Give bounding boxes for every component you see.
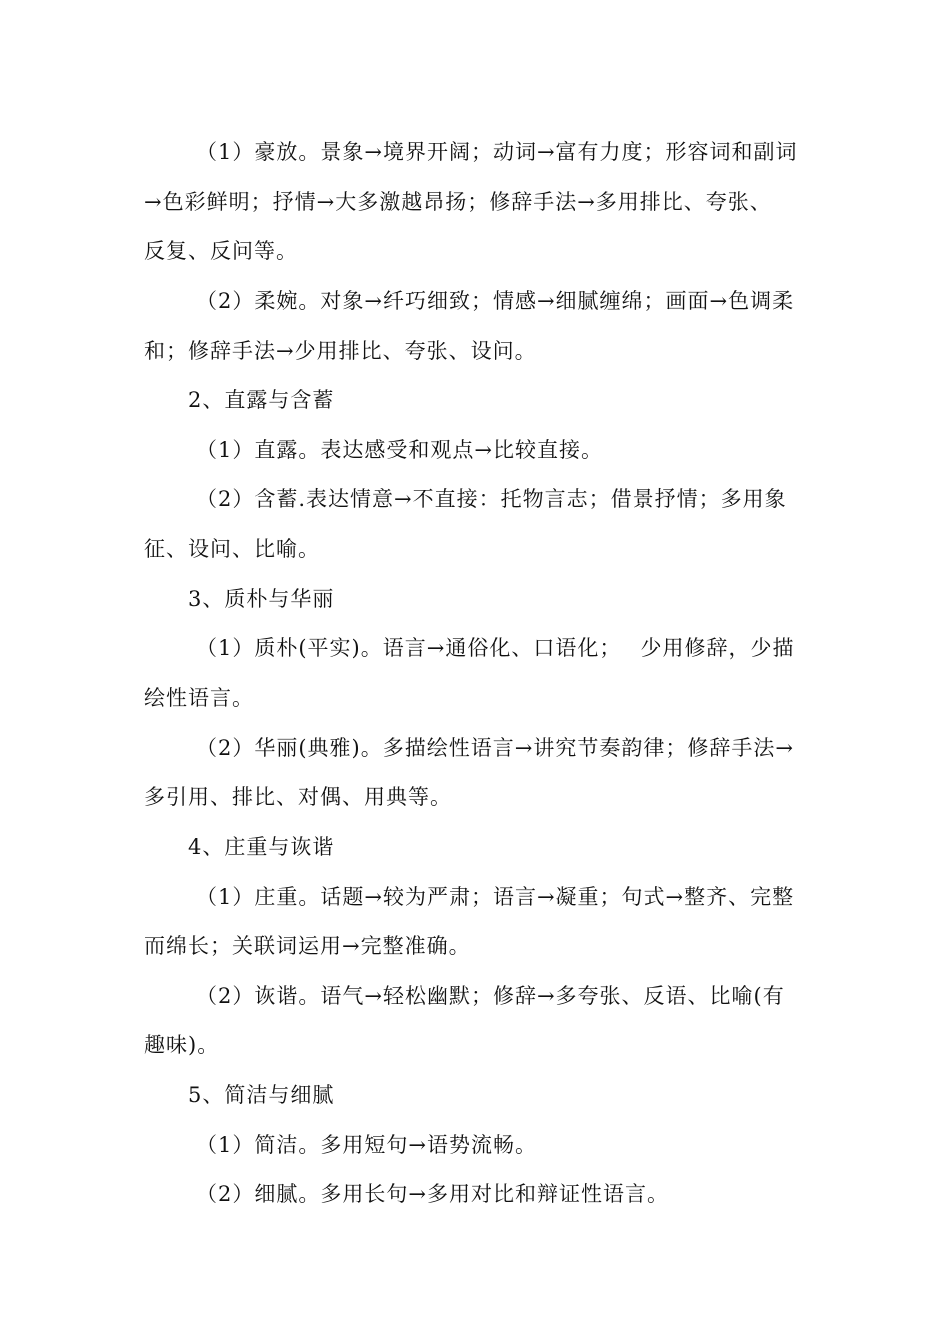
paragraph-line: 多引用、排比、对偶、用典等。 [144, 785, 452, 809]
paragraph-line: （1）直露。表达感受和观点→比较直接。 [196, 438, 603, 462]
paragraph-line: 反复、反问等。 [144, 239, 298, 263]
paragraph-line: 而绵长；关联词运用→完整准确。 [144, 934, 471, 958]
paragraph-line: 绘性语言。 [144, 686, 254, 710]
section-heading: 2、直露与含蓄 [188, 388, 335, 412]
section-heading: 4、庄重与诙谐 [188, 835, 335, 859]
paragraph-line: （1）质朴(平实)。语言→通俗化、口语化； 少用修辞，少描 [196, 636, 795, 660]
paragraph-line: （2）诙谐。语气→轻松幽默；修辞→多夸张、反语、比喻(有 [196, 984, 785, 1008]
section-heading: 3、质朴与华丽 [188, 587, 335, 611]
paragraph-line: （1）豪放。景象→境界开阔；动词→富有力度；形容词和副词 [196, 140, 798, 164]
paragraph-line: →色彩鲜明；抒情→大多激越昂扬；修辞手法→多用排比、夸张、 [144, 190, 772, 214]
section-heading: 5、简洁与细腻 [188, 1083, 335, 1107]
paragraph-line: （2）含蓄.表达情意→不直接：托物言志；借景抒情；多用象 [196, 487, 787, 511]
paragraph-line: （1）简洁。多用短句→语势流畅。 [196, 1133, 537, 1157]
paragraph-line: 征、设问、比喻。 [144, 537, 320, 561]
paragraph-line: （2）柔婉。对象→纤巧细致；情感→细腻缠绵；画面→色调柔 [196, 289, 795, 313]
paragraph-line: （2）华丽(典雅)。多描绘性语言→讲究节奏韵律；修辞手法→ [196, 736, 794, 760]
paragraph-line: （2）细腻。多用长句→多用对比和辩证性语言。 [196, 1182, 669, 1206]
paragraph-line: 趣味)。 [144, 1033, 220, 1057]
paragraph-line: （1）庄重。话题→较为严肃；语言→凝重；句式→整齐、完整 [196, 885, 795, 909]
paragraph-line: 和；修辞手法→少用排比、夸张、设问。 [144, 339, 537, 363]
